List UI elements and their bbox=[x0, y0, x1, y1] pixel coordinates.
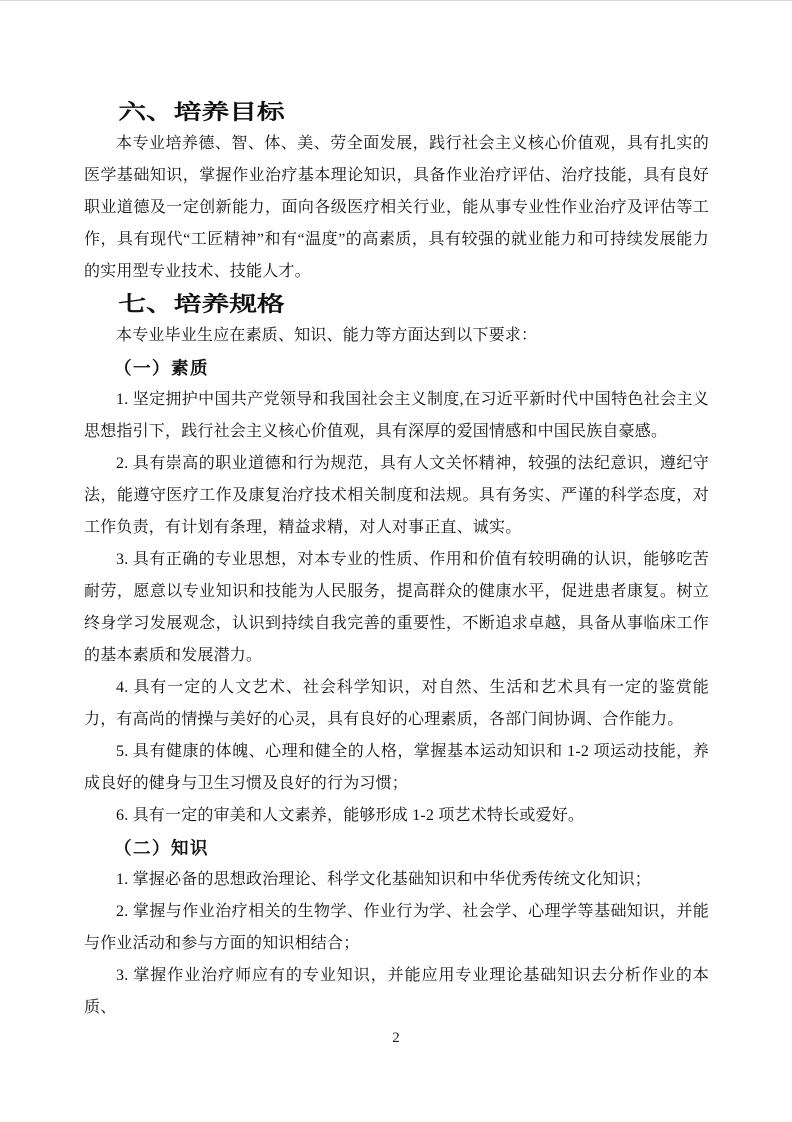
document-content bbox=[84, 96, 709, 1024]
list-item-quality-6: 6. 具有一定的审美和人文素养，能够形成 1-2 项艺术特长或爱好。 bbox=[116, 807, 585, 824]
subsection-heading-knowledge: （二）知识 bbox=[114, 838, 209, 858]
list-item-quality-1: 1. 坚定拥护中国共产党领导和我国社会主义制度,在习近平新时代中国特色社会主义思想指引下，践行社会主义核心价值观，具有深厚的爱国情感和中国民族自豪感。 bbox=[84, 391, 709, 440]
list-item-quality-3: 3. 具有正确的专业思想，对本专业的性质、作用和价值有较明确的认识，能够吃苦耐劳，愿意以专业知识和技能为人民服务，提高群众的健康水平，促进患者康复。树立终身学习发展观念，认识到持续自我完善的重要性，不断追求卓越，具备从事临床工作的基本素质和发展潜力。 bbox=[84, 551, 709, 664]
list-item-quality-5: 5. 具有健康的体魄、心理和健全的人格，掌握基本运动知识和 1-2 项运动技能，养成良好的健身与卫生习惯及良好的行为习惯； bbox=[84, 743, 709, 792]
list-item-quality-4: 4. 具有一定的人文艺术、社会科学知识，对自然、生活和艺术具有一定的鉴赏能力，有高尚的情操与美好的心灵，具有良好的心理素质，各部门间协调、合作能力。 bbox=[84, 679, 709, 728]
section-heading-training-objectives: 六、培养目标 bbox=[118, 100, 285, 124]
page-number: 2 bbox=[392, 1030, 400, 1046]
list-item-knowledge-1: 1. 掌握必备的思想政治理论、科学文化基础知识和中华优秀传统文化知识； bbox=[116, 871, 652, 888]
list-item-quality-2: 2. 具有崇高的职业道德和行为规范，具有人文关怀精神，较强的法纪意识，遵纪守法，能遵守医疗工作及康复治疗技术相关制度和法规。具有务实、严谨的科学态度，对工作负责，有计划有条理，精益求精，对人对事正直、诚实。 bbox=[84, 455, 709, 536]
section-heading-training-specs: 七、培养规格 bbox=[118, 292, 285, 316]
paragraph-specs-intro: 本专业毕业生应在素质、知识、能力等方面达到以下要求： bbox=[116, 327, 538, 344]
paragraph-training-objectives: 本专业培养德、智、体、美、劳全面发展，践行社会主义核心价值观，具有扎实的医学基础知识，掌握作业治疗基本理论知识，具备作业治疗评估、治疗技能，具有良好职业道德及一定创新能力，面向各级医疗相关行业，能从事专业性作业治疗及评估等工作，具有现代“工匠精神”和有“温度”的高素质，具有较强的就业能力和可持续发展能力的实用型专业技术、技能人才。 bbox=[84, 135, 709, 280]
subsection-heading-quality: （一）素质 bbox=[114, 358, 209, 378]
list-item-knowledge-2: 2. 掌握与作业治疗相关的生物学、作业行为学、社会学、心理学等基础知识，并能与作业活动和参与方面的知识相结合； bbox=[84, 903, 709, 952]
list-item-knowledge-3: 3. 掌握作业治疗师应有的专业知识，并能应用专业理论基础知识去分析作业的本质、 bbox=[84, 967, 709, 1016]
